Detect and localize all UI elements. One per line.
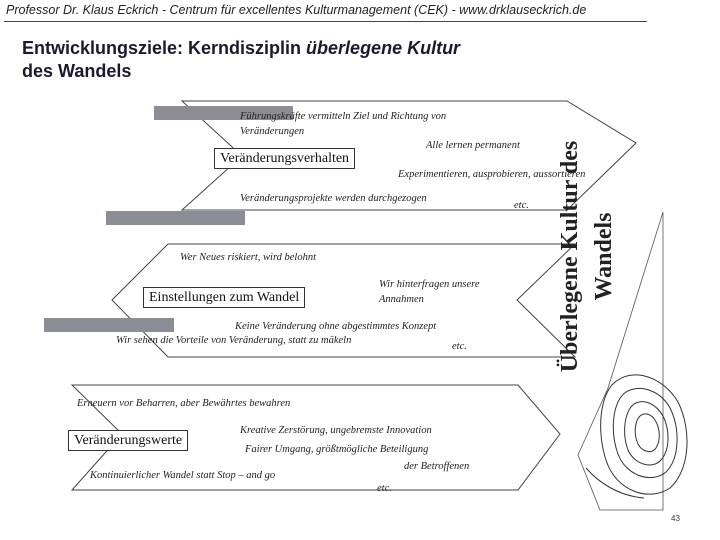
- s3-item-5: Kontinuierlicher Wandel statt Stop – and go: [90, 470, 276, 481]
- label-veraenderungswerte: Veränderungswerte: [68, 430, 188, 451]
- title-part-1: Entwicklungsziele: Kerndisziplin: [22, 38, 307, 58]
- vertical-label: [553, 134, 633, 379]
- s2-item-2: Wir hinterfragen unsere: [379, 279, 480, 290]
- s3-item-2: Kreative Zerstörung, ungebremste Innovation: [240, 425, 432, 436]
- s3-item-6: etc.: [377, 483, 392, 494]
- page-number: 43: [671, 514, 680, 523]
- s3-item-4: der Betroffenen: [404, 461, 470, 472]
- s1-item-2: Veränderungen: [240, 126, 305, 137]
- s3-item-3: Fairer Umgang, größtmögliche Beteiligung: [245, 444, 429, 455]
- s2-item-3: Annahmen: [379, 294, 424, 305]
- gray-bar-2: [106, 211, 245, 225]
- s1-item-4: Experimentieren, ausprobieren, aussortieren: [398, 169, 586, 180]
- page-header: Professor Dr. Klaus Eckrich - Centrum für excellentes Kulturmanagement (CEK) - www.drklauseckrich.de: [6, 3, 587, 17]
- s1-item-3: Alle lernen permanent: [426, 140, 520, 151]
- s2-item-4: Keine Veränderung ohne abgestimmtes Konzept: [235, 321, 437, 332]
- s1-item-6: etc.: [514, 200, 529, 211]
- vertical-label-line-2: Wandels: [591, 212, 617, 301]
- label-veraenderungsverhalten: Veränderungsverhalten: [214, 148, 355, 169]
- s1-item-5: Veränderungsprojekte werden durchgezogen: [240, 193, 427, 204]
- title-part-3: des Wandels: [22, 61, 132, 81]
- vertical-label-line-1: Überlegene Kultur des: [557, 140, 583, 373]
- s1-item-1: Führungskräfte vermitteln Ziel und Richtung von: [240, 111, 447, 122]
- s2-item-6: etc.: [452, 341, 467, 352]
- s2-item-5: Wir sehen die Vorteile von Veränderung, statt zu mäkeln: [116, 335, 352, 346]
- contour-graphic: [586, 375, 687, 498]
- s2-item-1: Wer Neues riskiert, wird belohnt: [180, 252, 317, 263]
- label-einstellungen-zum-wandel: Einstellungen zum Wandel: [143, 287, 305, 308]
- s3-item-1: Erneuern vor Beharren, aber Bewährtes bewahren: [77, 398, 291, 409]
- title-part-2: überlegene Kultur: [306, 38, 461, 58]
- gray-bar-3: [44, 318, 174, 332]
